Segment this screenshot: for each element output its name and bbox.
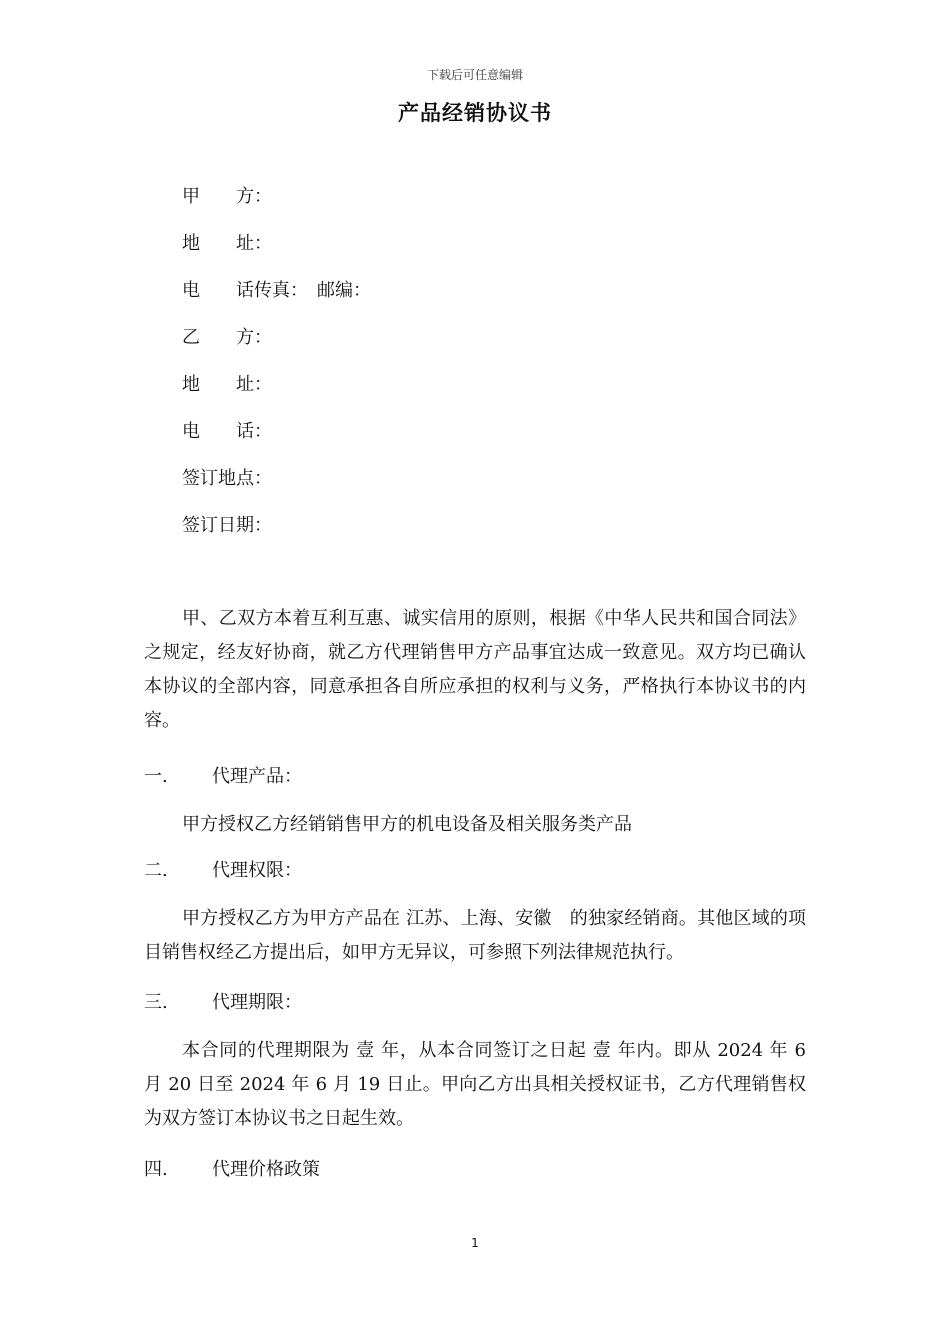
section-4-title: 代理价格政策 [212,1159,320,1180]
section-2-title: 代理权限： [212,860,302,881]
page-number: 1 [471,1236,479,1250]
section-1-number: 一. [144,766,168,787]
section-3-heading [144,990,302,1016]
section-4-heading [144,1157,320,1183]
section-2-number: 二. [144,860,168,881]
section-3-number: 三. [144,992,168,1013]
signing-place-line: 签订地点： [182,468,272,489]
section-2-paragraph: 甲方授权乙方为甲方产品在 江苏、上海、安徽 的独家经销商。其他区域的项目销售权经乙方提出后，如甲方无异议，可参照下列法律规范执行。 [144,908,806,963]
section-4-number: 四. [144,1159,168,1180]
section-3-title: 代理期限： [212,992,302,1013]
party-b-phone-line: 电 话： [182,421,272,442]
party-a-phone-fax-zip-line: 电 话传真： 邮编： [182,280,371,301]
party-a-name-line: 甲 方： [182,186,272,207]
party-b-address-line: 地 址： [182,374,272,395]
header-note: 下载后可任意编辑 [426,68,523,82]
party-b-name-line: 乙 方： [182,327,272,348]
party-a-address-line: 地 址： [182,233,272,254]
document-title: 产品经销协议书 [398,100,552,125]
section-1-title: 代理产品： [212,766,302,787]
section-1-heading [144,764,302,790]
signing-date-line: 签订日期： [182,515,272,536]
section-1-paragraph: 甲方授权乙方经销销售甲方的机电设备及相关服务类产品 [182,814,632,835]
section-2-heading [144,858,302,884]
preamble-paragraph: 甲、乙双方本着互利互惠、诚实信用的原则，根据《中华人民共和国合同法》之规定，经友好协商，就乙方代理销售甲方产品事宜达成一致意见。双方均已确认本协议的全部内容，同意承担各自所应承担的权利与义务，严格执行本协议书的内容。 [144,608,806,731]
section-3-paragraph: 本合同的代理期限为 壹 年，从本合同签订之日起 壹 年内。即从 2024 年 6 月 20 日至 2024 年 6 月 19 日止。甲向乙方出具相关授权证书，乙方代理销售权为双方签订本协议书之日起生效。 [144,1040,806,1129]
